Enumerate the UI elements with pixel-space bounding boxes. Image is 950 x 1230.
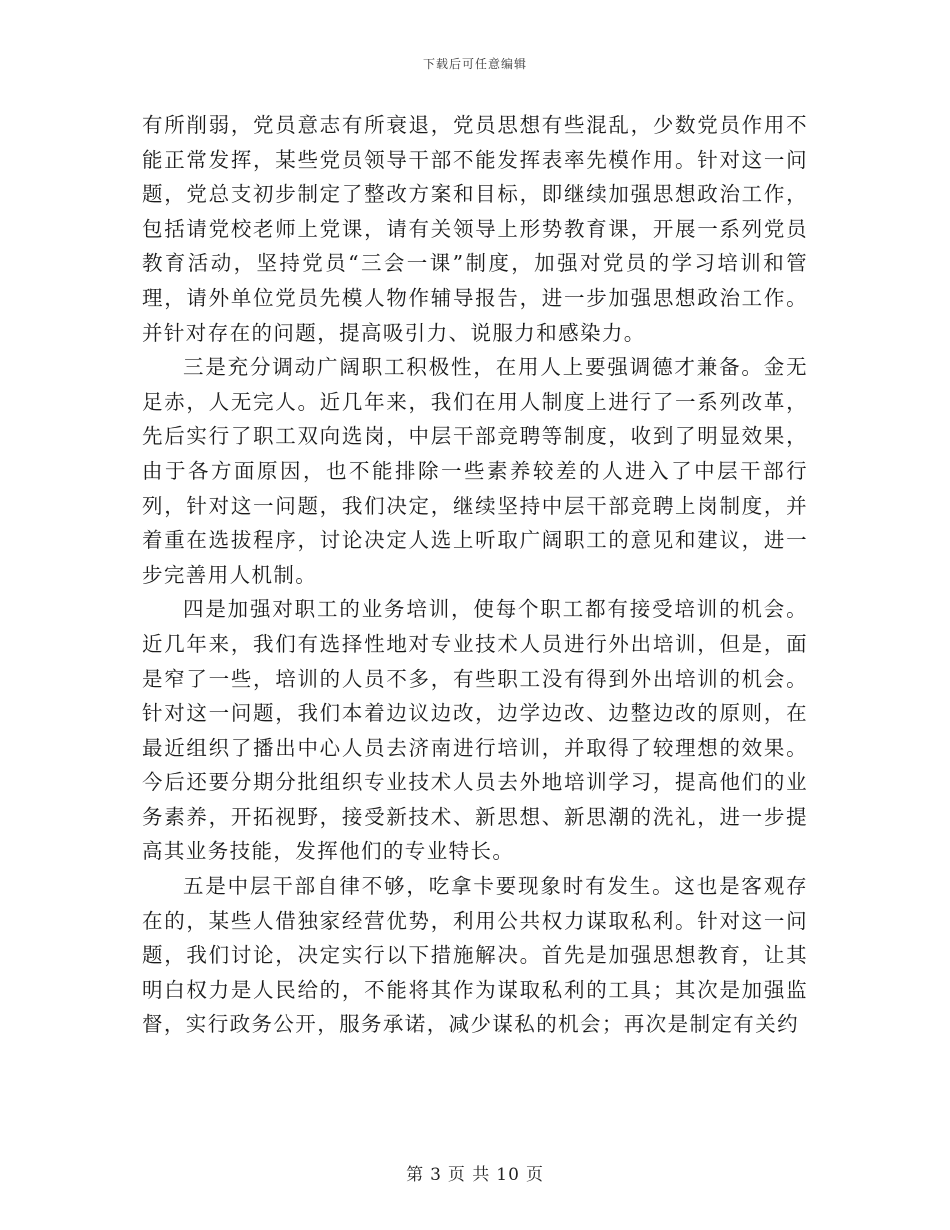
header-note: 下载后可任意编辑 xyxy=(422,57,527,71)
paragraph-continued: 有所削弱，党员意志有所衰退，党员思想有些混乱，少数党员作用不能正常发挥，某些党员领导干部不能发挥表率先模作用。针对这一问题，党总支初步制定了整改方案和目标，即继续加强思想政治工作，包括请党校老师上党课，请有关领导上形势教育课，开展一系列党员教育活动，坚持党员“三会一课”制度，加强对党员的学习培训和管理，请外单位党员先模人物作辅导报告，进一步加强思想政治工作。并针对存在的问题，提高吸引力、说服力和感染力。 xyxy=(142,113,808,345)
page-footer xyxy=(0,1160,950,1185)
footer-suffix: 页 xyxy=(525,1165,544,1185)
footer-middle: 页 共 xyxy=(447,1165,491,1185)
footer-prefix: 第 xyxy=(406,1165,425,1185)
paragraph-item-five: 五是中层干部自律不够，吃拿卡要现象时有发生。这也是客观存在的，某些人借独家经营优势，利用公共权力谋取私利。针对这一问题，我们讨论，决定实行以下措施解决。首先是加强思想教育，让其明白权力是人民给的，不能将其作为谋取私利的工具；其次是加强监督，实行政务公开，服务承诺，减少谋私的机会；再次是制定有关约 xyxy=(142,874,808,1037)
total-pages-number: 10 xyxy=(496,1165,520,1185)
document-body xyxy=(142,108,808,1042)
current-page-number: 3 xyxy=(430,1165,442,1185)
paragraph-item-four: 四是加强对职工的业务培训，使每个职工都有接受培训的机会。近几年来，我们有选择性地对专业技术人员进行外出培训，但是，面是窄了一些，培训的人员不多，有些职工没有得到外出培训的机会。针对这一问题，我们本着边议边改，边学边改、边整边改的原则，在最近组织了播出中心人员去济南进行培训，并取得了较理想的效果。今后还要分期分批组织专业技术人员去外地培训学习，提高他们的业务素养，开拓视野，接受新技术、新思想、新思潮的洗礼，进一步提高其业务技能，发挥他们的专业特长。 xyxy=(142,597,808,864)
paragraph-item-three: 三是充分调动广阔职工积极性，在用人上要强调德才兼备。金无足赤，人无完人。近几年来，我们在用人制度上进行了一系列改革，先后实行了职工双向选岗，中层干部竞聘等制度，收到了明显效果，由于各方面原因，也不能排除一些素养较差的人进入了中层干部行列，针对这一问题，我们决定，继续坚持中层干部竞聘上岗制度，并着重在选拔程序，讨论决定人选上听取广阔职工的意见和建议，进一步完善用人机制。 xyxy=(142,355,808,587)
